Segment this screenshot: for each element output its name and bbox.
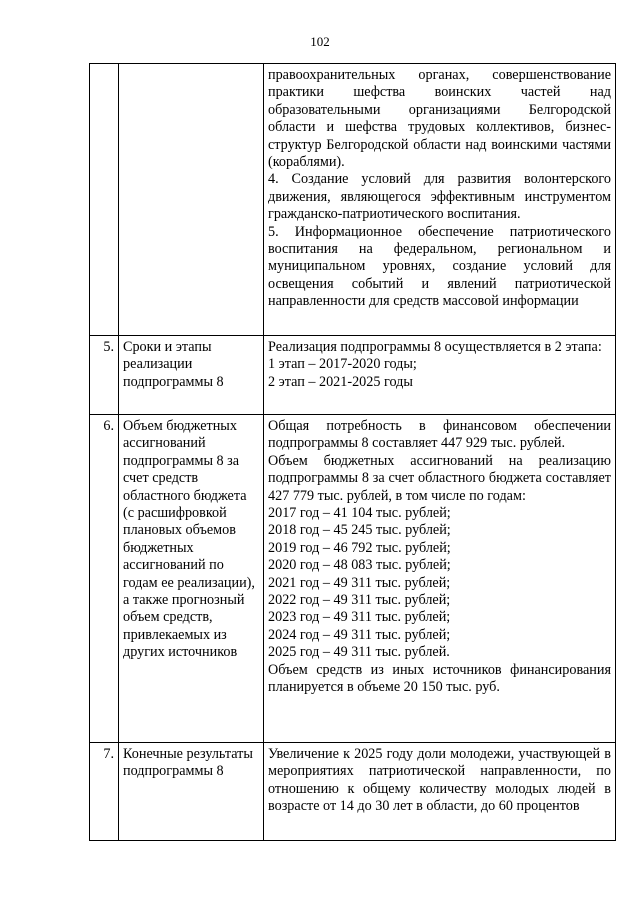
content-paragraph: правоохранительных органах, совершенствование практики шефства воинских частей над образовательными организациями Белгородской области и шефства трудовых коллективов, бизнес-структур Белгородской области над воинскими частями (кораблями). bbox=[268, 67, 611, 171]
row-content-cell bbox=[264, 743, 616, 841]
row-content-cell bbox=[264, 336, 616, 415]
row-content-cell bbox=[264, 64, 616, 336]
table-row bbox=[90, 415, 616, 743]
year-line: 2019 год – 46 792 тыс. рублей; bbox=[268, 539, 451, 556]
year-line: 2020 год – 48 083 тыс. рублей; bbox=[268, 557, 451, 574]
table-row bbox=[90, 336, 616, 415]
content-paragraph: Общая потребность в финансовом обеспечении подпрограммы 8 составляет 447 929 тыс. рублей. bbox=[268, 418, 611, 452]
row-name-cell: Конечные результаты подпрограммы 8 bbox=[119, 743, 264, 841]
year-line: 2025 год – 49 311 тыс. рублей. bbox=[268, 644, 450, 661]
content-paragraph: Реализация подпрограммы 8 осуществляется в 2 этапа: bbox=[268, 339, 602, 355]
content-paragraph: Объем бюджетных ассигнований на реализацию подпрограммы 8 за счет областного бюджета составляет 427 779 тыс. рублей, в том числе по годам: bbox=[268, 452, 611, 504]
row-name-cell: Сроки и этапы реализации подпрограммы 8 bbox=[119, 336, 264, 415]
row-name-cell: Объем бюджетных ассигнований подпрограммы 8 за счет средств областного бюджета (с расшифровкой плановых объемов бюджетных ассигнований по годам ее реализации), а также прогнозный объем средств, привлекаемых из других источников bbox=[119, 415, 264, 743]
table-row bbox=[90, 743, 616, 841]
content-paragraph: Увеличение к 2025 году доли молодежи, участвующей в мероприятиях патриотической направленности, по отношению к общему количеству молодых людей в возрасте от 14 до 30 лет в области, до 60 процентов bbox=[268, 746, 611, 815]
content-paragraph: 2 этап – 2021-2025 годы bbox=[268, 373, 413, 390]
year-line: 2021 год – 49 311 тыс. рублей; bbox=[268, 574, 451, 591]
year-line: 2022 год – 49 311 тыс. рублей; bbox=[268, 592, 451, 609]
year-line: 2023 год – 49 311 тыс. рублей; bbox=[268, 609, 451, 626]
row-number-cell: 5. bbox=[90, 336, 119, 415]
page-number: 102 bbox=[310, 34, 330, 49]
passport-table bbox=[89, 63, 616, 841]
year-line: 2017 год – 41 104 тыс. рублей; bbox=[268, 505, 451, 522]
table-row bbox=[90, 64, 616, 336]
content-paragraph: 1 этап – 2017-2020 годы; bbox=[268, 356, 417, 373]
row-content-cell bbox=[264, 415, 616, 743]
row-number-cell bbox=[90, 64, 119, 336]
year-line: 2024 год – 49 311 тыс. рублей; bbox=[268, 626, 451, 643]
content-paragraph: 4. Создание условий для развития волонтерского движения, являющегося эффективным инструментом гражданско-патриотического воспитания. bbox=[268, 171, 611, 223]
year-line: 2018 год – 45 245 тыс. рублей; bbox=[268, 522, 451, 539]
row-name-cell bbox=[119, 64, 264, 336]
content-paragraph: Объем средств из иных источников финансирования планируется в объеме 20 150 тыс. руб. bbox=[268, 661, 611, 696]
row-number-cell: 6. bbox=[90, 415, 119, 743]
content-paragraph: 5. Информационное обеспечение патриотического воспитания на федеральном, региональном и муниципальном уровнях, создание условий для освещения событий и явлений патриотической направленности для средств массовой информации bbox=[268, 223, 611, 310]
row-number-cell: 7. bbox=[90, 743, 119, 841]
